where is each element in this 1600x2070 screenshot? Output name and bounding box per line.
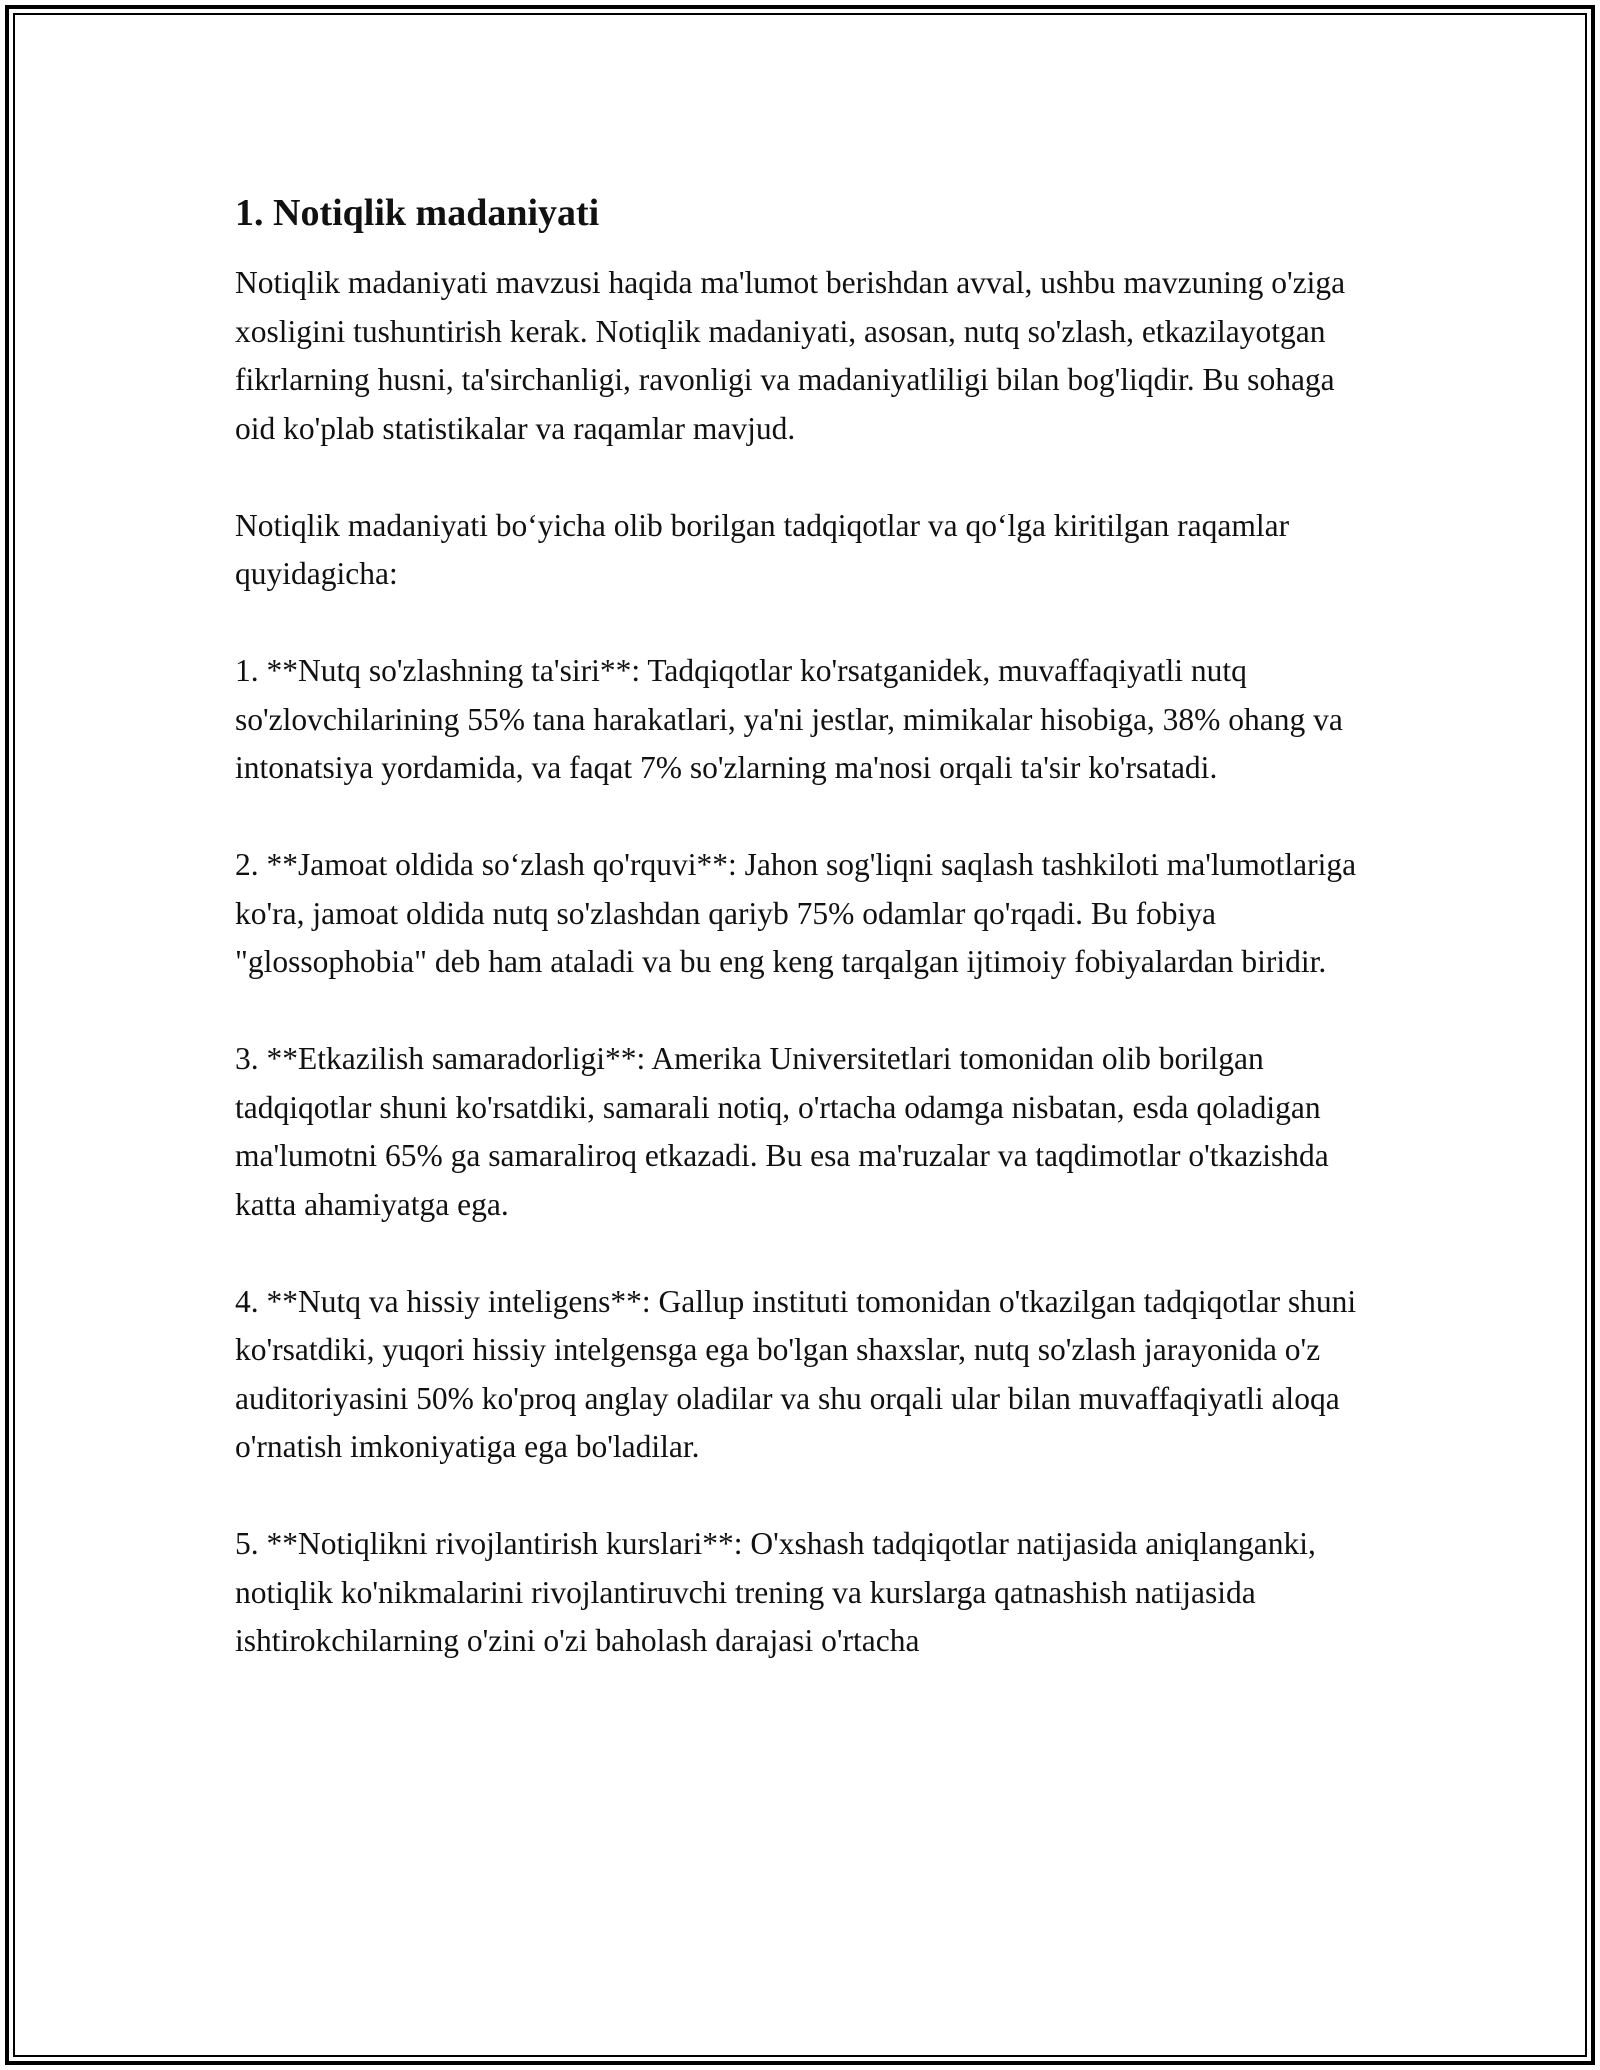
list-item-public-speaking-fear: 2. **Jamoat oldida so‘zlash qo'rquvi**: Jahon sog'liqni saqlash tashkiloti ma'lumotlariga ko'ra, jamoat oldida nutq so'zlashdan qariyb 75% odamlar qo'rqadi. Bu fobiya "glossophobia" deb ham ataladi va bu eng keng tarqalgan ijtimoiy fobiyalardan biridir. (235, 847, 1357, 979)
list-item-oratory-courses: 5. **Notiqlikni rivojlantirish kurslari**: O'xshash tadqiqotlar natijasida aniqlanganki, notiqlik ko'nikmalarini rivojlantiruvchi trening va kurslarga qatnashish natijasida ishtirokchilarning o'zini o'zi baholash darajasi o'rtacha (235, 1526, 1316, 1658)
lead-in-paragraph: Notiqlik madaniyati bo‘yicha olib borilgan tadqiqotlar va qo‘lga kiritilgan raqamlar quyidagicha: (235, 507, 1290, 591)
list-item-speech-impact: 1. **Nutq so'zlashning ta'siri**: Tadqiqotlar ko'rsatganidek, muvaffaqiyatli nutq so'zlovchilarining 55% tana harakatlari, ya'ni jestlar, mimikalar hisobiga, 38% ohang va intonatsiya yordamida, va faqat 7% so'zlarning ma'nosi orqali ta'sir ko'rsatadi. (235, 653, 1343, 785)
document-body (235, 187, 1375, 1666)
list-item-delivery-efficiency: 3. **Etkazilish samaradorligi**: Amerika Universitetlari tomonidan olib borilgan tadqiqotlar shuni ko'rsatdiki, samarali notiq, o'rtacha odamga nisbatan, esda qoladigan ma'lumotni 65% ga samaraliroq etkazadi. Bu esa ma'ruzalar va taqdimotlar o'tkazishda katta ahamiyatga ega. (235, 1041, 1329, 1222)
intro-paragraph: Notiqlik madaniyati mavzusi haqida ma'lumot berishdan avval, ushbu mavzuning o'ziga xosligini tushuntirish kerak. Notiqlik madaniyati, asosan, nutq so'zlash, etkazilayotgan fikrlarning husni, ta'sirchanligi, ravonligi va madaniyatliligi bilan bog'liqdir. Bu sohaga oid ko'plab statistikalar va raqamlar mavjud. (235, 265, 1346, 446)
document-title: 1. Notiqlik madaniyati (235, 192, 600, 234)
list-item-emotional-intelligence: 4. **Nutq va hissiy inteligens**: Gallup instituti tomonidan o'tkazilgan tadqiqotlar shuni ko'rsatdiki, yuqori hissiy intelgensga ega bo'lgan shaxslar, nutq so'zlash jarayonida o'z auditoriyasini 50% ko'proq anglay oladilar va shu orqali ular bilan muvaffaqiyatli aloqa o'rnatish imkoniyatiga ega bo'ladilar. (235, 1283, 1357, 1464)
